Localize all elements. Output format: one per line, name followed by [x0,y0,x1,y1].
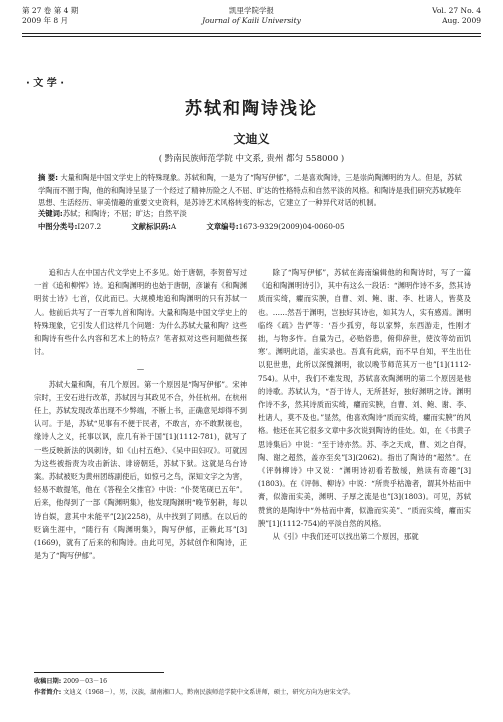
article-no-value: 1673-9329(2009)04-0060-05 [238,221,345,231]
journal-name-en: Journal of Kaili University [202,16,301,25]
classification-row [38,221,465,234]
body-paragraph: 除了“陶写伊郁”，苏轼在海南编辑他的和陶诗时，写了一篇《追和陶渊明诗引》，其中有这么一段话：“渊明作诗不多，然其诗质而实绮，癯而实腴，自曹、刘、鲍、谢、李、杜诸人，皆莫及也。……然吾于渊明，岂独好其诗也，如其为人，实有感焉。渊明临终《疏》告俨等：‘吾少孤穷，每以家弊，东西游走，性刚才拙，与物多忤。自量为己，必贻俗患，俯仰辞世，使汝等幼而饥寒’。渊明此语，盖实录也。吾真有此病，而不早自知，平生出仕以犯世患，此所以深愧渊明，欲以晚节师范其万一也”[1](1112-754)。从中，我们不难发现，苏轼喜欢陶渊明的第二个原因是他的诗歌。苏轼认为，“吾于诗人，无所甚好，独好渊明之诗。渊明作诗不多，然其诗质而实绮，癯而实腴，自曹、刘、鲍、谢、李、杜诸人，莫不及也。”显然，他喜欢陶诗“质而实绮，癯而实腴”的风格。他还在其它很多文章中多次说到陶诗的佳处。如，在《书黄子思诗集后》中说：“至于诗亦然。苏、李之天成，曹、刘之自得，陶、谢之超然，盖亦至矣”[3](2062)。指出了陶诗的“超然”。在《评韩柳诗》中又说：“渊明诗初看若散缓，熟读有奇趣”[3](1803)。在《评韩、柳诗》中说：“所贵乎枯澹者，谓其外枯而中膏，似澹而实美，渊明、子厚之流是也”[3](1803)。可见，苏轼赞赏的是陶诗中“外枯而中膏，似澹而实美”、“质而实绮，癯而实腴”[1](1112-754)的平淡自然的风格。 [258,268,471,528]
volume-issue-en: Vol. 27 No. 4 [432,6,481,15]
body-paragraph: 追和古人在中国古代文学史上不多见。始于唐朝，李贺曾写过一首《追和柳恽》诗。追和陶渊明的也始于唐朝，彦谦有《和陶渊明贫士诗》七首，仅此而已。大规模地追和陶渊明的只有苏轼一人。他前后共写了一百零九首和陶诗。大量和陶是中国文学史上的特殊现象，它引发人们这样几个问题：为什么苏轼大量和陶？这些和陶诗有些什么内容和艺术上的特点？笔者拟对这些问题做些探讨。 [34,268,247,357]
author-bio-text: 文迪义（1968－），男，汉族，湖南湘口人，黔南民族师范学院中文系讲师，硕士，研究方向为唐宋文学。 [63,689,355,696]
abstract-text: 大量和陶是中国文学史上的特殊现象。苏轼和陶，一是为了“陶写伊郁”，二是喜欢陶诗，三是崇尚陶渊明的为人。但是，苏轼学陶而不囿于陶，他的和陶诗呈显了一个经过了精神历险之人不屈、旷达的性格特点和自然平淡的风格。和陶诗是我们研究苏轼晚年思想、生活经历、审美情趣的重要文史资料，是苏诗艺术风格转变的标志，它建立了一种异代对话的机制。 [38,173,462,207]
doc-code-label: 文献标识码: [131,221,171,231]
journal-name-cn: 凯里学院学报 [229,6,274,15]
header-center [22,6,481,26]
abstract-label: 摘 要: [38,173,59,182]
header-rule-thick [22,33,481,34]
author-affiliation: ( 黔南民族师范学院 中文系, 贵州 都匀 558000 ) [158,154,345,164]
section-divider: — [136,364,145,374]
clc-value: I207.2 [77,221,102,231]
body-paragraph: 苏轼大量和陶，有几个原因。第一个原因是“陶写伊郁”。宋神宗时，王安石进行改革，苏轼因与其政见不合，外任杭州。在杭州任上，苏轼发现改革出现不少弊端，不断上书，正确意见却得不到认可。于是，苏轼“见事有不便于民者，不敢言，亦不敢默视也，缘诗人之义，托事以讽，庶几有补于国”[1](1112-781)，就写了一些反映新法的讽刺诗，如《山村五绝》、《吴中田妇叹》。可就因为这些被指责为攻击新法、诽谤朝廷，苏轼下狱。这就是乌台诗案。苏轼被贬为黄州团练副使后，如惊弓之鸟，深知文字之为害，轻易不敢提笔，他在《答程全父推官》中说：“仆焚笔砚已五年”。后来，他得到了一部《陶渊明集》，他发现陶渊明“晚节躬耕，每以诗自娱，意其中未能平”[2](2258)，从中找到了同感。在以后的贬谪生涯中，“随行有《陶渊明集》，陶写伊郁，正赖此耳”[3](1669)，就有了后来的和陶诗。由此可见，苏轼创作和陶诗，正是为了“陶写伊郁”。 [34,379,247,561]
issue-date-en: Aug. 2009 [442,16,481,25]
volume-issue: 第 27 卷 第 4 期 [22,6,79,15]
received-label: 收稿日期: [34,678,62,685]
running-header [22,6,481,40]
author-name: 文迪义 [233,132,270,146]
section-label: · 文 学 · [26,78,65,89]
article-title: 苏轼和陶诗浅论 [185,99,318,119]
author-bio [34,687,473,698]
keywords-label: 关键词: [38,209,63,218]
article-meta [38,208,465,233]
author-bio-label: 作者简介: [34,689,62,696]
keywords-row [38,208,465,221]
footnote-rule [34,672,164,673]
body-paragraph: 从《引》中我们还可以找出第二个原因，那就 [272,532,419,542]
issue-date: 2009 年 8 月 [22,16,69,25]
header-right [432,6,481,26]
keywords-text: 苏轼；和陶诗；不屈；旷达；自然平淡 [62,209,187,218]
body-column-right [258,266,471,543]
body-column-left [34,266,247,562]
abstract [38,172,465,210]
article-no-label: 文章编号: [206,221,239,231]
received-value: 2009－03－16 [63,678,108,685]
received-date [34,676,473,687]
clc-label: 中图分类号: [38,221,78,231]
footnotes [34,676,473,698]
doc-code-value: A [170,221,177,231]
header-rule-thin [22,36,481,37]
